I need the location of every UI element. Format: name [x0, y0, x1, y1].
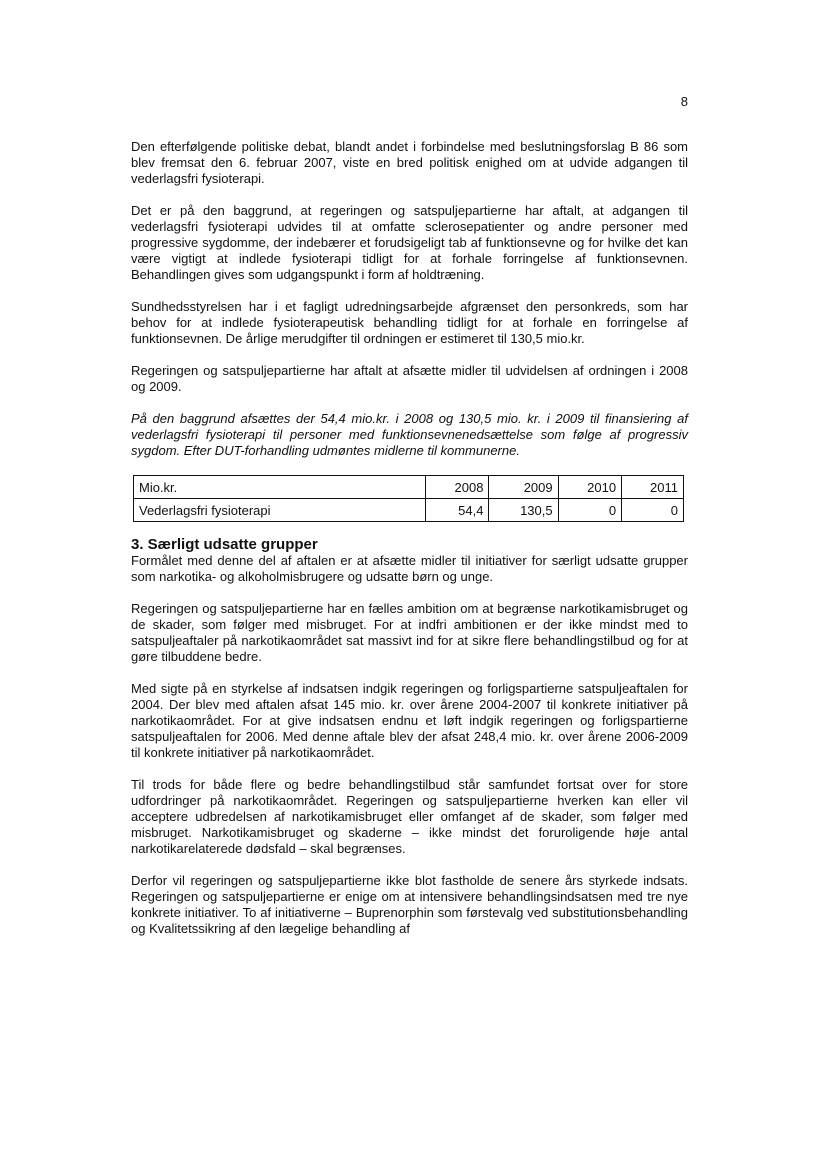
table-row — [134, 499, 684, 522]
table-cell: 0 — [558, 499, 621, 522]
paragraph-7: Med sigte på en styrkelse af indsatsen indgik regeringen og forligspartierne satspuljeaftalen for 2004. Der blev med aftalen afsat 145 mio. kr. over årene 2004-2007 til konkrete initiativer på narkotikaområdet. For at give indsatsen endnu et løft indgik regeringen og forligspartierne satspuljeaftalen for 2006. Med denne aftale blev der afsat 248,4 mio. kr. over årene 2006-2009 til konkrete initiativer på narkotikaområdet. — [131, 681, 688, 760]
table-header-cell: 2011 — [622, 476, 684, 499]
paragraph-8: Til trods for både flere og bedre behandlingstilbud står samfundet fortsat over for store udfordringer på narkotikaområdet. Regeringen og satspuljepartierne hverken kan eller vil acceptere udbredelsen af narkotikamisbruget eller omfanget af de skader, som følger med misbruget. Narkotikamisbruget og skaderne – ikke mindst det foruroligende høje antal narkotikarelaterede dødsfald – skal begrænses. — [131, 777, 688, 856]
paragraph-3: Sundhedsstyrelsen har i et fagligt udredningsarbejde afgrænset den personkreds, som har behov for at indlede fysioterapeutisk behandling tidligt for at forhale en forringelse af funktionsevnen. De årlige merudgifter til ordningen er estimeret til 130,5 mio.kr. — [131, 299, 688, 346]
paragraph-2: Det er på den baggrund, at regeringen og satspuljepartierne har aftalt, at adgangen til vederlagsfri fysioterapi udvides til at omfatte sclerosepatienter og andre personer med progressive sygdomme, der indebærer et forudsigeligt tab af funktionsevne og for hvilke det kan være vigtigt at indlede fysioterapi tidligt for at forhale forringelse af funktionsevnen. Behandlingen gives som udgangspunkt i form af holdtræning. — [131, 203, 688, 282]
section-heading: 3. Særligt udsatte grupper — [131, 536, 318, 553]
table-cell: 130,5 — [489, 499, 558, 522]
page-number: 8 — [680, 94, 688, 109]
budget-table — [133, 475, 684, 522]
table-header-cell: 2010 — [558, 476, 621, 499]
table-cell: 54,4 — [426, 499, 489, 522]
italic-paragraph: På den baggrund afsættes der 54,4 mio.kr. i 2008 og 130,5 mio. kr. i 2009 til finansiering af vederlagsfri fysioterapi til personer med funktionsevnenedsættelse som følge af progressiv sygdom. Efter DUT-forhandling udmøntes midlerne til kommunerne. — [131, 411, 688, 458]
paragraph-1: Den efterfølgende politiske debat, blandt andet i forbindelse med beslutningsforslag B 86 som blev fremsat den 6. februar 2007, viste en bred politisk enighed om at udvide adgangen til vederlagsfri fysioterapi. — [131, 139, 688, 186]
paragraph-6: Regeringen og satspuljepartierne har en fælles ambition om at begrænse narkotikamisbruget og de skader, som følger med misbruget. For at indfri ambitionen er der ikke mindst med to satspuljeaftaler på narkotikaområdet sat massivt ind for at sikre flere behandlingstilbud og for at gøre tilbuddene bedre. — [131, 601, 688, 664]
table-header-row — [134, 476, 684, 499]
paragraph-5: Formålet med denne del af aftalen er at afsætte midler til initiativer for særligt udsatte grupper som narkotika- og alkoholmisbrugere og udsatte børn og unge. — [131, 553, 688, 584]
page-content — [131, 139, 688, 953]
table-header-cell: 2009 — [489, 476, 558, 499]
table-cell: 0 — [622, 499, 684, 522]
paragraph-4: Regeringen og satspuljepartierne har aftalt at afsætte midler til udvidelsen af ordningen i 2008 og 2009. — [131, 363, 688, 394]
table-header-cell: 2008 — [426, 476, 489, 499]
table-cell: Vederlagsfri fysioterapi — [134, 499, 426, 522]
paragraph-9: Derfor vil regeringen og satspuljepartierne ikke blot fastholde de senere års styrkede indsats. Regeringen og satspuljepartierne er enige om at intensivere behandlingsindsatsen med tre nye konkrete initiativer. To af initiativerne – Buprenorphin som førstevalg ved substitutionsbehandling og Kvalitetssikring af den lægelige behandling af — [131, 873, 688, 936]
table-header-cell: Mio.kr. — [134, 476, 426, 499]
